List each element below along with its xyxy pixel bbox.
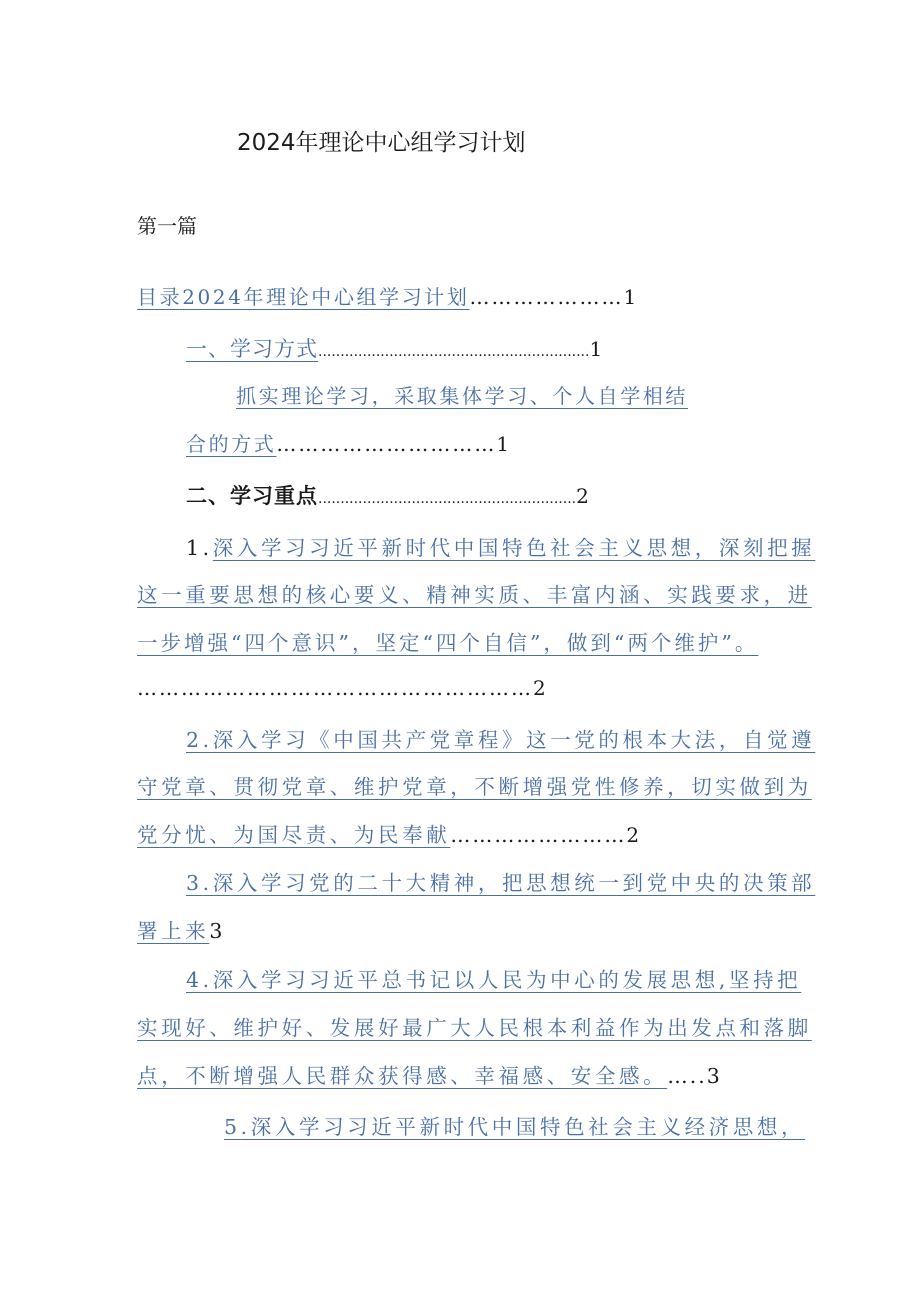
item-1-link-cont[interactable]: 这一重要思想的核心要义、精神实质、丰富内涵、实践要求，进 <box>137 583 812 607</box>
item-5-line-1 <box>224 1110 805 1140</box>
item-2-link[interactable]: .深入学习《中国共产党章程》这一党的根本大法，自觉遵 <box>202 728 816 752</box>
toc-line-2 <box>186 333 602 363</box>
item-3-number[interactable]: 3 <box>186 871 203 895</box>
toc-page-number: 2 <box>626 823 642 847</box>
toc-entry-study-method-link[interactable]: 一、学习方式 <box>186 337 318 361</box>
toc-page-number: 3 <box>209 919 226 943</box>
item-1-link[interactable]: 深入学习习近平新时代中国特色社会主义思想，深刻把握 <box>212 536 816 560</box>
item-4-line-1 <box>186 963 801 993</box>
item-1-number: 1. <box>186 536 213 560</box>
item-4-link-cont[interactable]: 实现好、维护好、发展好最广大人民根本利益作为出发点和落脚 <box>137 1016 812 1040</box>
item-3-line-1 <box>186 866 815 896</box>
toc-entry-theory-study-link[interactable]: 抓实理论学习，采取集体学习、个人自学相结 <box>236 384 688 408</box>
toc-page-number: 2 <box>533 676 549 700</box>
item-4-link[interactable]: .深入学习习近平总书记以人民为中心的发展思想,坚持把 <box>202 968 802 992</box>
toc-leader-dots: ….. <box>667 1064 707 1088</box>
item-2-link-cont[interactable]: 守党章、贯彻党章、维护党章，不断增强党性修养，切实做到为 <box>137 775 812 799</box>
toc-line-3b <box>186 428 512 457</box>
item-4-line-2 <box>137 1011 812 1041</box>
item-3-link[interactable]: .深入学习党的二十大精神，把思想统一到党中央的决策部 <box>202 871 816 895</box>
item-5-link[interactable]: .深入学习习近平新时代中国特色社会主义经济思想， <box>240 1115 806 1139</box>
item-4-number[interactable]: 4 <box>186 968 203 992</box>
toc-leader-dots: ………………………… <box>276 432 497 456</box>
toc-leader-dots: ………………… <box>469 285 624 309</box>
toc-leader-dots: ............................................................. <box>318 344 590 360</box>
item-2-line-2 <box>137 770 812 800</box>
item-1-line-3 <box>137 626 758 656</box>
toc-prefix[interactable]: 目录 <box>137 285 183 309</box>
item-3-line-2 <box>137 914 226 944</box>
toc-page-number: 2 <box>576 484 589 508</box>
item-1-line-2 <box>137 578 812 608</box>
toc-line-3a <box>236 380 688 409</box>
item-1-line-1 <box>186 531 815 561</box>
item-2-line-1 <box>186 723 815 753</box>
item-2-line-3 <box>137 818 642 848</box>
toc-page-number: 1 <box>496 432 512 456</box>
toc-leader-dots: ……………………………………………… <box>137 676 533 700</box>
item-4-line-3 <box>137 1059 723 1089</box>
item-1-line-4 <box>137 676 548 700</box>
toc-entry-study-focus: 二、学习重点 <box>186 484 318 508</box>
item-5-number[interactable]: 5 <box>224 1115 241 1139</box>
toc-line-1 <box>137 281 639 310</box>
toc-leader-dots: .......................................................... <box>318 491 577 507</box>
toc-entry-theory-study-link-cont[interactable]: 合的方式 <box>186 432 277 456</box>
document-title: 2024年理论中心组学习计划 <box>237 130 526 156</box>
item-3-link-cont[interactable]: 署上来 <box>137 919 210 943</box>
toc-page-number: 3 <box>706 1064 724 1088</box>
item-4-link-cont[interactable]: 点，不断增强人民群众获得感、幸福感、安全感。 <box>137 1064 668 1088</box>
toc-page-number: 1 <box>589 337 603 361</box>
item-2-number[interactable]: 2 <box>186 728 203 752</box>
item-1-link-cont[interactable]: 一步增强“四个意识”，坚定“四个自信”，做到“两个维护”。 <box>137 631 759 655</box>
toc-line-4 <box>186 480 589 510</box>
toc-page-number: 1 <box>623 285 639 309</box>
section-label: 第一篇 <box>137 214 197 238</box>
toc-entry-title-link[interactable]: 2024年理论中心组学习计划 <box>182 285 470 309</box>
toc-leader-dots: …………………… <box>450 823 627 847</box>
item-2-link-cont[interactable]: 党分忧、为国尽责、为民奉献 <box>137 823 451 847</box>
